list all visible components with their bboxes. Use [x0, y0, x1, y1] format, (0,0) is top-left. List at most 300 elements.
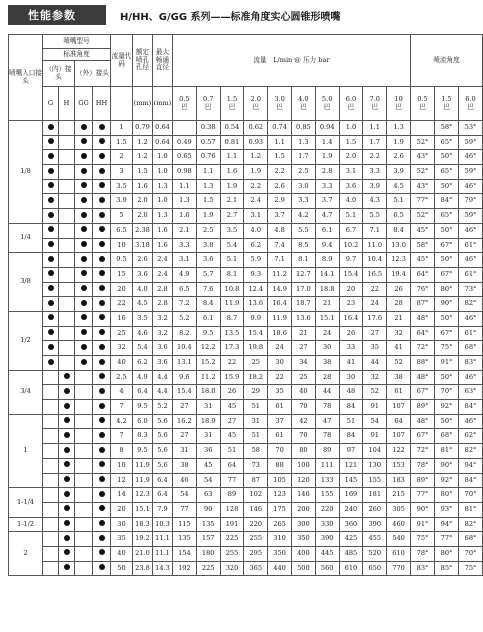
flow-cell: 3.3 [315, 179, 339, 194]
flow-code-cell: 9.5 [111, 253, 133, 268]
flow-cell: 18.9 [196, 414, 220, 429]
spray-angle-cell: 53° [459, 121, 483, 136]
flow-cell: 9.9 [244, 311, 268, 326]
orifice-cell: 11.9 [133, 473, 153, 488]
spray-angle-cell: 46° [459, 179, 483, 194]
pressure-col: 7.0 巴 [363, 87, 387, 121]
model-availability-cell [75, 341, 93, 356]
flow-cell: 27 [173, 429, 197, 444]
model-availability-cell [43, 121, 59, 136]
flow-cell: 460 [387, 517, 411, 532]
model-availability-cell [75, 194, 93, 209]
spray-angle-cell: 67° [435, 238, 459, 253]
flow-cell: 11.0 [363, 238, 387, 253]
flow-cell: 15.9 [220, 370, 244, 385]
model-availability-cell [93, 546, 111, 561]
model-availability-cell [75, 150, 93, 165]
spray-angle-cell: 65° [435, 209, 459, 224]
flow-code-cell: 7 [111, 429, 133, 444]
flow-cell: 32 [387, 326, 411, 341]
flow-cell: 0.81 [220, 135, 244, 150]
passage-cell: 0.64 [153, 135, 173, 150]
flow-cell: 7.2 [173, 297, 197, 312]
flow-cell: 1.7 [363, 135, 387, 150]
model-availability-cell [93, 517, 111, 532]
spec-table [8, 34, 483, 576]
flow-cell: 0.85 [291, 121, 315, 136]
filled-dot-icon [99, 329, 105, 335]
flow-cell: 3.8 [196, 238, 220, 253]
flow-cell: 1.6 [220, 165, 244, 180]
filled-dot-icon [48, 212, 54, 218]
type-gg-header: GG [75, 87, 93, 121]
filled-dot-icon [64, 403, 70, 409]
pressure-col: 3.0 巴 [268, 87, 292, 121]
spray-angle-cell: 94° [435, 517, 459, 532]
spray-angle-cell: 52° [411, 165, 435, 180]
flow-cell: 146 [244, 502, 268, 517]
orifice-cell: 4.0 [133, 282, 153, 297]
spray-angle-cell: 80° [435, 546, 459, 561]
model-availability-cell [93, 473, 111, 488]
flow-cell: 0.57 [196, 135, 220, 150]
model-availability-cell [59, 385, 75, 400]
spray-angle-cell: 82° [459, 517, 483, 532]
flow-cell: 51 [244, 429, 268, 444]
flow-code-cell: 32 [111, 341, 133, 356]
inlet-size-cell: 1-1/4 [9, 488, 43, 517]
orifice-cell: 6.2 [133, 356, 153, 371]
flow-cell: 390 [363, 517, 387, 532]
model-availability-cell [59, 400, 75, 415]
filled-dot-icon [48, 241, 54, 247]
flow-cell: 8.1 [291, 253, 315, 268]
flow-code-cell: 10 [111, 458, 133, 473]
flow-cell: 52 [387, 356, 411, 371]
flow-cell: 1.1 [220, 150, 244, 165]
flow-cell: 0.93 [244, 135, 268, 150]
flow-code-cell: 3.5 [111, 179, 133, 194]
passage-cell: 5.6 [153, 444, 173, 459]
flow-cell: 2.1 [220, 194, 244, 209]
flow-cell: 1.9 [315, 150, 339, 165]
flow-code-cell: 2.5 [111, 370, 133, 385]
orifice-cell: 15.1 [133, 502, 153, 517]
model-availability-cell [75, 209, 93, 224]
table-row [9, 370, 483, 385]
model-availability-cell [59, 356, 75, 371]
spray-angle-cell: 59° [459, 135, 483, 150]
model-availability-cell [43, 311, 59, 326]
filled-dot-icon [48, 270, 54, 276]
spray-angle-cell: 90° [411, 502, 435, 517]
flow-cell: 8.5 [291, 238, 315, 253]
flow-cell: 4.0 [339, 194, 363, 209]
spray-angle-cell: 78° [411, 546, 435, 561]
orifice-cell: 8.3 [133, 429, 153, 444]
filled-dot-icon [99, 285, 105, 291]
flow-cell: 1.1 [363, 121, 387, 136]
spray-angle-cell: 84° [459, 473, 483, 488]
flow-cell: 91 [363, 400, 387, 415]
table-row [9, 414, 483, 429]
filled-dot-icon [81, 153, 87, 159]
flow-cell: 1.5 [339, 135, 363, 150]
flow-cell: 3.7 [268, 209, 292, 224]
model-availability-cell [93, 326, 111, 341]
flow-cell: 30 [339, 370, 363, 385]
flow-cell: 1.5 [196, 194, 220, 209]
model-availability-cell [93, 223, 111, 238]
flow-code-cell: 50 [111, 561, 133, 576]
filled-dot-icon [48, 124, 54, 130]
flow-cell: 6.5 [387, 209, 411, 224]
flow-cell: 154 [173, 546, 197, 561]
passage-cell: 2.4 [153, 253, 173, 268]
flow-cell: 105 [268, 473, 292, 488]
model-availability-cell [93, 502, 111, 517]
flow-cell: 770 [387, 561, 411, 576]
table-row [9, 209, 483, 224]
flow-cell: 2.5 [291, 165, 315, 180]
orifice-cell: 1.2 [133, 135, 153, 150]
flow-cell: 5.1 [339, 209, 363, 224]
model-availability-cell [43, 341, 59, 356]
passage-cell: 10.3 [153, 517, 173, 532]
flow-cell: 0.74 [268, 121, 292, 136]
flow-cell: 6.2 [244, 238, 268, 253]
flow-cell: 64 [387, 414, 411, 429]
passage-cell: 5.6 [153, 458, 173, 473]
orifice-cell: 18.3 [133, 517, 153, 532]
filled-dot-icon [64, 461, 70, 467]
flow-cell: 181 [363, 488, 387, 503]
flow-cell: 1.3 [387, 121, 411, 136]
flow-cell: 17.3 [220, 341, 244, 356]
flow-cell: 35 [268, 385, 292, 400]
table-row [9, 150, 483, 165]
flow-cell: 9.4 [315, 238, 339, 253]
passage-cell: 14.3 [153, 561, 173, 576]
flow-cell: 14.1 [315, 267, 339, 282]
flow-cell: 8.4 [387, 223, 411, 238]
model-availability-cell [75, 165, 93, 180]
orifice-cell: 12.3 [133, 488, 153, 503]
flow-code-cell: 3 [111, 165, 133, 180]
model-availability-cell [43, 532, 59, 547]
filled-dot-icon [99, 212, 105, 218]
orifice-cell: 2.0 [133, 209, 153, 224]
model-availability-cell [43, 561, 59, 576]
model-availability-cell [93, 165, 111, 180]
spray-angle-cell: 92° [435, 473, 459, 488]
passage-cell: 3.6 [153, 341, 173, 356]
flow-cell: 84 [339, 429, 363, 444]
flow-cell: 225 [196, 561, 220, 576]
flow-cell: 31 [196, 429, 220, 444]
spray-angle-cell: 90° [435, 458, 459, 473]
flow-cell: 1.9 [387, 135, 411, 150]
model-availability-cell [75, 473, 93, 488]
table-row [9, 253, 483, 268]
filled-dot-icon [64, 505, 70, 511]
spray-angle-cell: 50° [435, 179, 459, 194]
flow-cell: 240 [339, 502, 363, 517]
spray-angle-cell: 50° [435, 253, 459, 268]
pressure-col: 2.0 巴 [244, 87, 268, 121]
flow-code-cell: 16 [111, 311, 133, 326]
filled-dot-icon [99, 535, 105, 541]
table-row [9, 532, 483, 547]
flow-cell: 51 [220, 444, 244, 459]
flow-cell: 26 [220, 385, 244, 400]
model-availability-cell [43, 400, 59, 415]
flow-cell: 12.3 [387, 253, 411, 268]
flow-cell: 80 [291, 444, 315, 459]
flow-cell: 135 [196, 517, 220, 532]
flow-cell: 115 [173, 517, 197, 532]
flow-cell: 3.6 [339, 179, 363, 194]
spray-angle-cell: 70° [435, 385, 459, 400]
flow-code-cell: 3.9 [111, 194, 133, 209]
filled-dot-icon [48, 344, 54, 350]
model-availability-cell [93, 238, 111, 253]
model-availability-cell [75, 326, 93, 341]
flow-cell: 48 [339, 385, 363, 400]
model-availability-cell [75, 400, 93, 415]
inlet-size-cell: 3/4 [9, 370, 43, 414]
flow-cell: 1.5 [268, 150, 292, 165]
model-availability-cell [75, 502, 93, 517]
flow-cell: 22 [220, 356, 244, 371]
flow-cell [173, 121, 197, 136]
table-row [9, 297, 483, 312]
model-availability-cell [59, 311, 75, 326]
filled-dot-icon [99, 417, 105, 423]
orifice-cell: 4.5 [133, 297, 153, 312]
model-availability-cell [75, 238, 93, 253]
spray-angle-cell: 91° [435, 356, 459, 371]
spray-angle-cell: 75° [411, 532, 435, 547]
flow-cell: 425 [339, 532, 363, 547]
spray-angle-cell: 63° [459, 385, 483, 400]
type-h-header: H [59, 87, 75, 121]
flow-cell: 155 [315, 488, 339, 503]
model-availability-cell [43, 267, 59, 282]
spray-angle-cell: 59° [459, 165, 483, 180]
model-availability-cell [43, 179, 59, 194]
model-availability-cell [43, 444, 59, 459]
model-availability-cell [75, 414, 93, 429]
filled-dot-icon [81, 212, 87, 218]
filled-dot-icon [99, 168, 105, 174]
flow-cell: 350 [268, 546, 292, 561]
flow-cell: 3.6 [196, 253, 220, 268]
model-availability-cell [59, 223, 75, 238]
model-availability-cell [93, 341, 111, 356]
spray-angle-cell: 65° [435, 165, 459, 180]
filled-dot-icon [81, 256, 87, 262]
flow-cell: 42 [291, 414, 315, 429]
flow-cell: 155 [363, 473, 387, 488]
model-availability-cell [93, 444, 111, 459]
filled-dot-icon [64, 564, 70, 570]
flow-cell: 12.2 [196, 341, 220, 356]
flow-cell: 17.6 [363, 311, 387, 326]
spray-angle-cell: 61° [459, 238, 483, 253]
model-availability-cell [43, 546, 59, 561]
flow-cell: 2.2 [244, 179, 268, 194]
flow-cell: 27 [291, 341, 315, 356]
flow-cell: 220 [244, 517, 268, 532]
orifice-cell: 3.5 [133, 311, 153, 326]
flow-cell: 10.4 [363, 253, 387, 268]
flow-cell: 13.6 [291, 311, 315, 326]
flow-cell: 18.6 [268, 326, 292, 341]
flow-cell: 15.1 [315, 311, 339, 326]
spray-angle-cell: 50° [435, 223, 459, 238]
flow-cell: 5.5 [363, 209, 387, 224]
flow-code-cell: 15 [111, 267, 133, 282]
spray-angle-cell: 46° [459, 414, 483, 429]
flow-cell: 25 [291, 370, 315, 385]
table-row [9, 165, 483, 180]
table-row [9, 194, 483, 209]
orifice-cell: 2.6 [133, 253, 153, 268]
flow-cell: 5.9 [244, 253, 268, 268]
model-availability-cell [59, 458, 75, 473]
flow-cell: 225 [220, 532, 244, 547]
model-availability-cell [75, 532, 93, 547]
flow-cell: 6.1 [196, 311, 220, 326]
model-availability-cell [59, 326, 75, 341]
filled-dot-icon [64, 535, 70, 541]
std-angle-header: 标准角度 [43, 49, 111, 61]
flow-cell: 3.9 [387, 165, 411, 180]
spray-angle-cell: 76° [411, 282, 435, 297]
model-availability-cell [93, 253, 111, 268]
filled-dot-icon [48, 314, 54, 320]
model-availability-cell [93, 429, 111, 444]
model-availability-cell [59, 532, 75, 547]
flow-cell: 169 [339, 488, 363, 503]
model-availability-cell [43, 209, 59, 224]
flow-cell: 104 [363, 444, 387, 459]
flow-code-header: 流量代码 [111, 35, 133, 87]
flow-cell: 38 [173, 458, 197, 473]
table-row [9, 561, 483, 576]
model-availability-cell [75, 517, 93, 532]
flow-cell: 8.1 [220, 267, 244, 282]
filled-dot-icon [64, 520, 70, 526]
angle-pressure-col: 6.0 巴 [459, 87, 483, 121]
spray-angle-cell: 50° [435, 150, 459, 165]
flow-cell: 35 [363, 341, 387, 356]
flow-cell: 360 [339, 517, 363, 532]
flow-cell: 18.0 [196, 385, 220, 400]
model-availability-cell [93, 209, 111, 224]
flow-cell: 192 [173, 561, 197, 576]
flow-cell: 0.54 [220, 121, 244, 136]
spray-angle-cell: 68° [435, 429, 459, 444]
filled-dot-icon [81, 300, 87, 306]
flow-cell: 0.62 [244, 121, 268, 136]
model-availability-cell [93, 458, 111, 473]
flow-cell: 54 [173, 488, 197, 503]
model-availability-cell [75, 429, 93, 444]
orifice-cell: 9.5 [133, 444, 153, 459]
passage-cell: 7.9 [153, 502, 173, 517]
flow-cell: 32 [363, 370, 387, 385]
model-availability-cell [59, 429, 75, 444]
model-availability-cell [93, 400, 111, 415]
flow-cell: 18.7 [291, 297, 315, 312]
flow-cell: 650 [363, 561, 387, 576]
flow-cell: 14.9 [268, 282, 292, 297]
flow-cell: 485 [339, 546, 363, 561]
section-badge: 性能参数 [8, 5, 106, 25]
flow-cell: 2.5 [196, 223, 220, 238]
spray-angle-cell: 67° [435, 267, 459, 282]
flow-cell: 28 [315, 370, 339, 385]
orifice-cell: 6.0 [133, 414, 153, 429]
filled-dot-icon [99, 520, 105, 526]
flow-cell: 123 [268, 488, 292, 503]
flow-cell: 5.5 [291, 223, 315, 238]
passage-unit: (mm) [153, 87, 173, 121]
flow-cell: 9.3 [244, 267, 268, 282]
model-availability-cell [75, 488, 93, 503]
orifice-cell: 1.6 [133, 179, 153, 194]
flow-cell: 4.8 [268, 223, 292, 238]
spray-angle-cell: 45° [411, 253, 435, 268]
flow-cell: 183 [387, 473, 411, 488]
table-row [9, 282, 483, 297]
model-availability-cell [59, 444, 75, 459]
flow-cell: 31 [244, 414, 268, 429]
flow-cell: 2.7 [220, 209, 244, 224]
flow-cell: 330 [315, 517, 339, 532]
flow-cell: 4.3 [363, 194, 387, 209]
inner-thread-header: （内）接头 [43, 61, 75, 87]
model-availability-cell [93, 297, 111, 312]
filled-dot-icon [99, 138, 105, 144]
model-availability-cell [43, 385, 59, 400]
flow-cell: 2.9 [268, 194, 292, 209]
flow-cell: 1.6 [173, 209, 197, 224]
passage-cell: 3.2 [153, 311, 173, 326]
flow-cell: 78 [315, 429, 339, 444]
pressure-col: 1.5 巴 [220, 87, 244, 121]
spray-angle-cell: 94° [459, 458, 483, 473]
spray-angle-cell: 46° [459, 311, 483, 326]
flow-cell: 9.7 [339, 253, 363, 268]
flow-code-cell: 5 [111, 209, 133, 224]
flow-cell: 310 [268, 532, 292, 547]
spray-angle-cell: 92° [435, 400, 459, 415]
flow-cell: 3.9 [363, 179, 387, 194]
model-availability-cell [43, 135, 59, 150]
table-row [9, 356, 483, 371]
flow-code-cell: 22 [111, 297, 133, 312]
model-availability-cell [43, 253, 59, 268]
flow-cell: 28 [387, 297, 411, 312]
spray-angle-cell: 73° [459, 282, 483, 297]
pressure-col: 0.5 巴 [173, 87, 197, 121]
filled-dot-icon [99, 505, 105, 511]
filled-dot-icon [48, 285, 54, 291]
flow-cell: 6.5 [173, 282, 197, 297]
